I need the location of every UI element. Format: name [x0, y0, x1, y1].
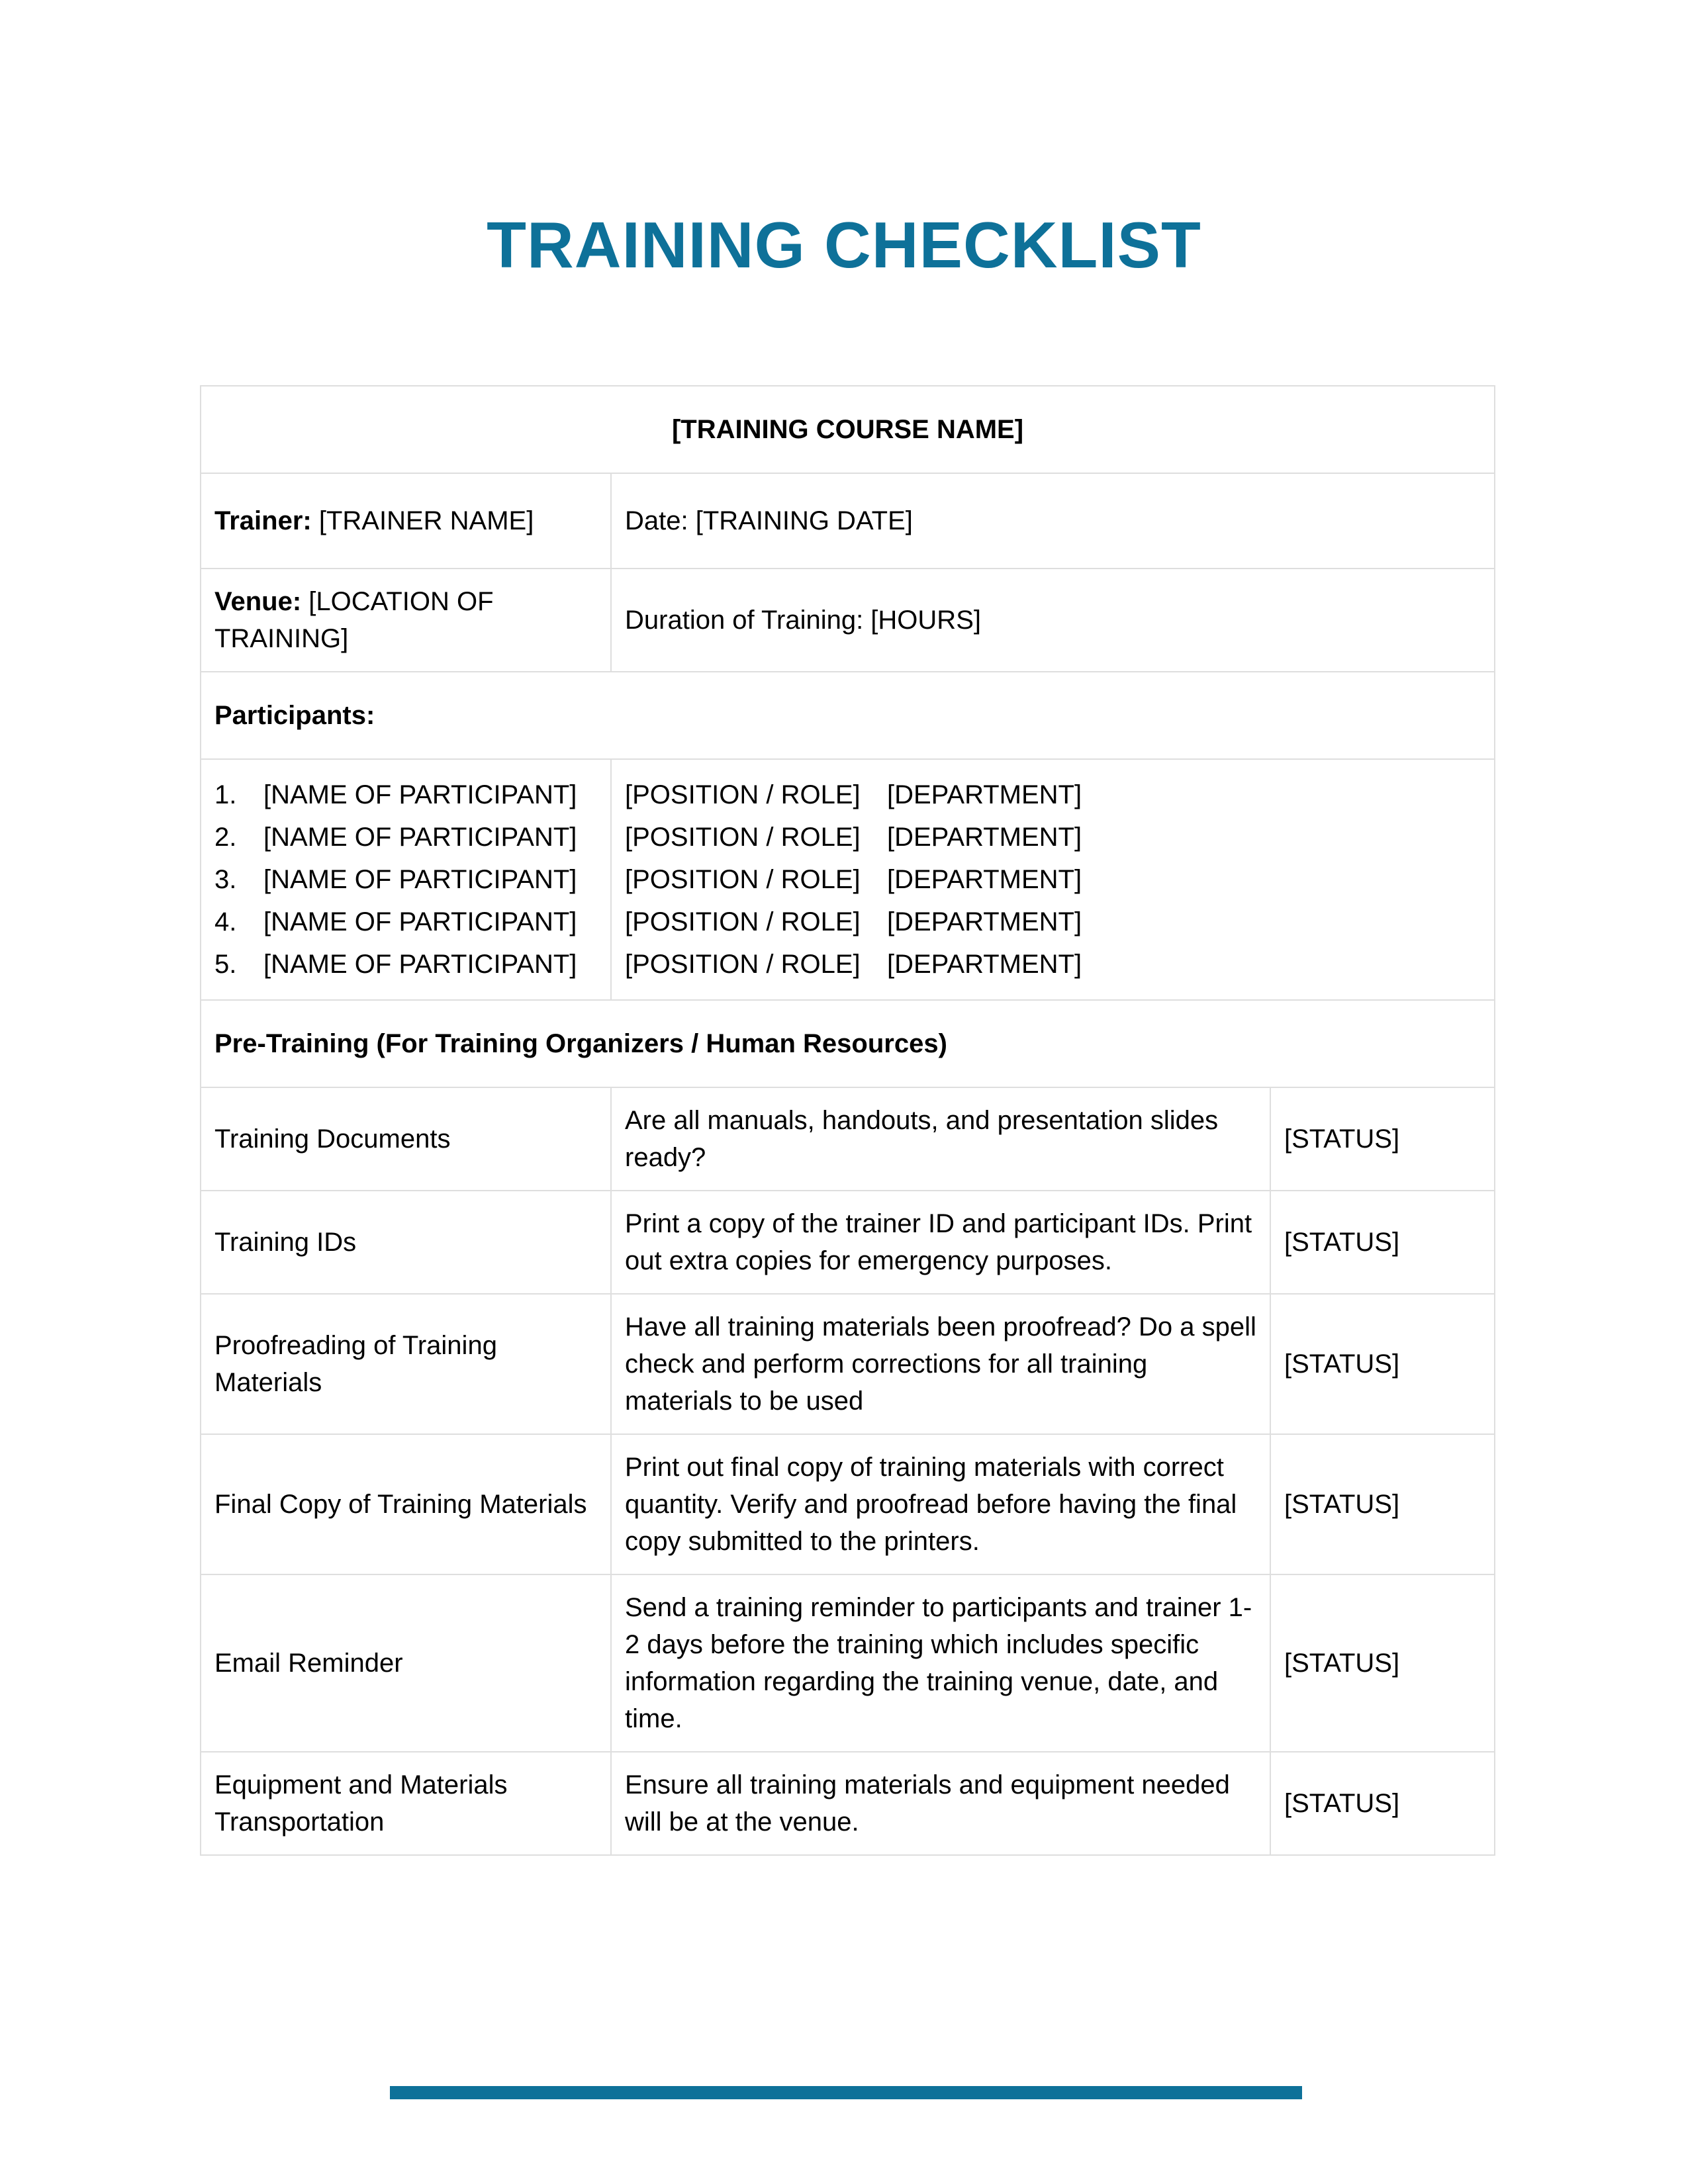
participant-names-cell [201, 759, 611, 1000]
participant-name: [NAME OF PARTICIPANT] [263, 865, 577, 894]
participant-number: 3. [214, 865, 237, 894]
trainer-value: [TRAINER NAME] [318, 506, 534, 535]
participant-name: [NAME OF PARTICIPANT] [263, 780, 577, 809]
task-row [201, 1191, 1495, 1294]
task-status: [STATUS] [1270, 1087, 1495, 1191]
participant-number: 1. [214, 780, 237, 809]
participant-role-4 [625, 901, 1481, 943]
participant-position: [POSITION / ROLE] [625, 950, 861, 979]
participant-role-5 [625, 943, 1481, 985]
participant-role-1 [625, 774, 1481, 816]
course-row [201, 386, 1495, 473]
footer-accent-bar [390, 2086, 1302, 2099]
participant-role-3 [625, 858, 1481, 901]
course-name: [TRAINING COURSE NAME] [201, 386, 1495, 473]
checklist-table [200, 385, 1495, 1856]
task-name: Email Reminder [201, 1574, 611, 1752]
task-status: [STATUS] [1270, 1752, 1495, 1855]
participant-position: [POSITION / ROLE] [625, 823, 861, 852]
participant-1 [214, 774, 597, 816]
venue-row [201, 569, 1495, 672]
participant-position: [POSITION / ROLE] [625, 865, 861, 894]
participant-4 [214, 901, 597, 943]
task-description: Print out final copy of training materials with correct quantity. Verify and proofread before having the final copy submitted to the printers. [611, 1434, 1270, 1574]
task-status: [STATUS] [1270, 1574, 1495, 1752]
pre-training-heading: Pre-Training (For Training Organizers / Human Resources) [201, 1000, 1495, 1087]
participant-2 [214, 816, 597, 858]
task-status: [STATUS] [1270, 1434, 1495, 1574]
participant-department: [DEPARTMENT] [887, 950, 1082, 979]
task-status: [STATUS] [1270, 1294, 1495, 1434]
task-description: Print a copy of the trainer ID and participant IDs. Print out extra copies for emergency purposes. [611, 1191, 1270, 1294]
participant-position: [POSITION / ROLE] [625, 780, 861, 809]
page-title: TRAINING CHECKLIST [487, 208, 1201, 281]
duration-cell: Duration of Training: [HOURS] [611, 569, 1495, 672]
venue-cell [201, 569, 611, 672]
participant-number: 2. [214, 823, 237, 852]
task-name: Proofreading of Training Materials [201, 1294, 611, 1434]
participants-heading-row [201, 672, 1495, 759]
participant-department: [DEPARTMENT] [887, 865, 1082, 894]
task-row [201, 1752, 1495, 1855]
participant-5 [214, 943, 597, 985]
task-row [201, 1087, 1495, 1191]
task-name: Final Copy of Training Materials [201, 1434, 611, 1574]
task-description: Send a training reminder to participants and trainer 1-2 days before the training which includes specific information regarding the training venue, date, and time. [611, 1574, 1270, 1752]
trainer-label: Trainer: [214, 506, 312, 535]
pre-training-heading-row [201, 1000, 1495, 1087]
participant-position: [POSITION / ROLE] [625, 907, 861, 936]
participant-department: [DEPARTMENT] [887, 823, 1082, 852]
participant-name: [NAME OF PARTICIPANT] [263, 823, 577, 852]
participant-number: 5. [214, 950, 237, 979]
participant-name: [NAME OF PARTICIPANT] [263, 950, 577, 979]
participant-number: 4. [214, 907, 237, 936]
participant-roles-cell [611, 759, 1495, 1000]
task-row [201, 1294, 1495, 1434]
participants-row [201, 759, 1495, 1000]
task-name: Training IDs [201, 1191, 611, 1294]
task-row [201, 1574, 1495, 1752]
participant-department: [DEPARTMENT] [887, 907, 1082, 936]
task-description: Have all training materials been proofread? Do a spell check and perform corrections for all training materials to be used [611, 1294, 1270, 1434]
participant-role-2 [625, 816, 1481, 858]
participants-label: Participants: [201, 672, 1495, 759]
task-description: Ensure all training materials and equipment needed will be at the venue. [611, 1752, 1270, 1855]
task-description: Are all manuals, handouts, and presentation slides ready? [611, 1087, 1270, 1191]
date-cell: Date: [TRAINING DATE] [611, 473, 1495, 569]
venue-value: [LOCATION OF TRAINING] [214, 587, 494, 653]
venue-label: Venue: [214, 587, 302, 616]
participant-department: [DEPARTMENT] [887, 780, 1082, 809]
task-row [201, 1434, 1495, 1574]
trainer-cell [201, 473, 611, 569]
participant-3 [214, 858, 597, 901]
participant-name: [NAME OF PARTICIPANT] [263, 907, 577, 936]
trainer-row [201, 473, 1495, 569]
task-name: Equipment and Materials Transportation [201, 1752, 611, 1855]
task-name: Training Documents [201, 1087, 611, 1191]
task-status: [STATUS] [1270, 1191, 1495, 1294]
